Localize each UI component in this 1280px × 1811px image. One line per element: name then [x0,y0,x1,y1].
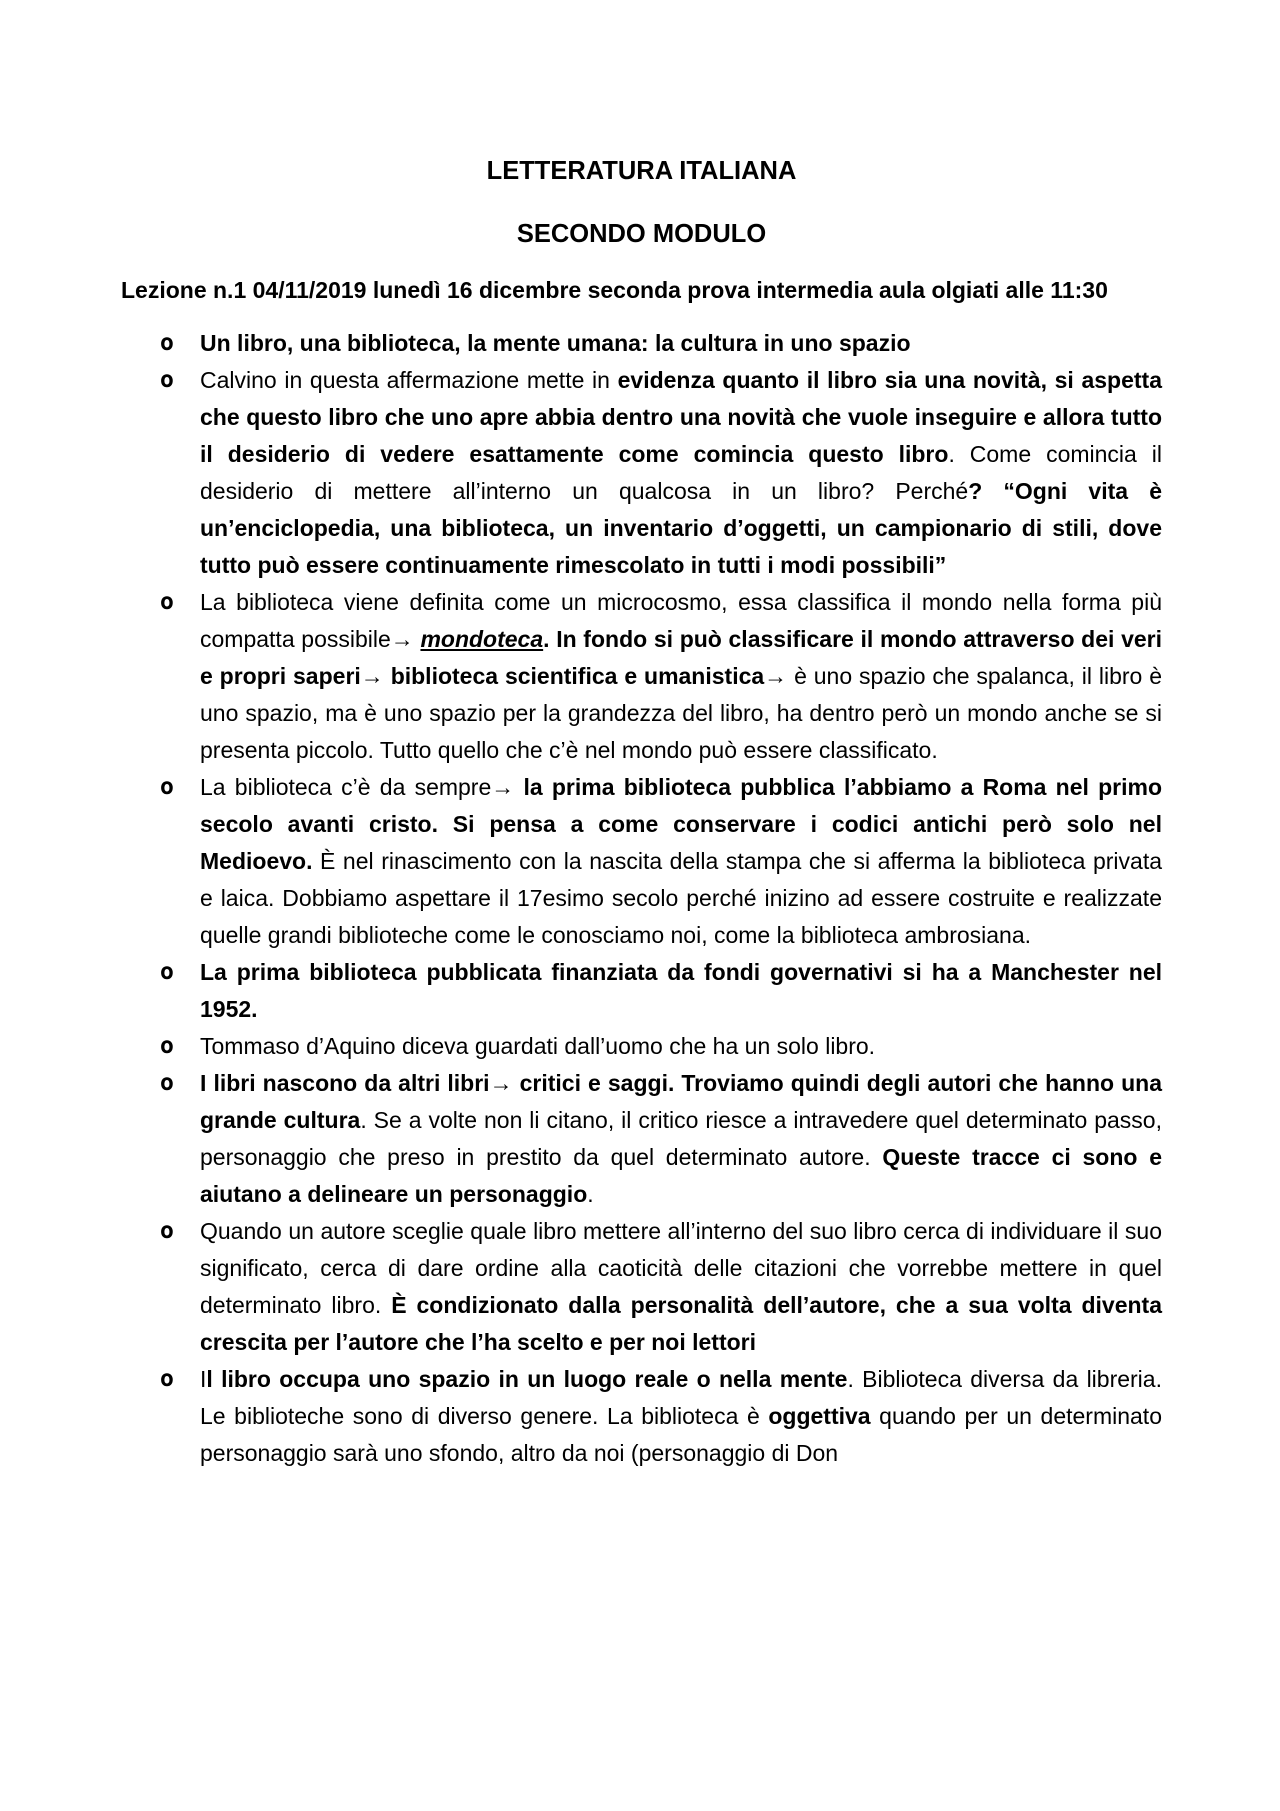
bullet-text-bold: La prima biblioteca pubblicata finanziata da fondi governativi si ha a Manchester nel 1952. [200,959,1162,1022]
bullet-icon: o [160,1033,174,1059]
list-item [121,1213,1162,1361]
bullet-text-bold: critici e saggi. Troviamo quindi degli autori che hanno una grande cultura [200,1070,1162,1133]
bullet-text: Calvino in questa affermazione mette in [200,367,618,393]
bullet-text: Quando un autore sceglie quale libro mettere all’interno del suo libro cerca di individuare il suo significato, cerca di dare ordine alla caoticità delle citazioni che vorrebbe mettere in quel determinato libro. [200,1218,1162,1318]
bullet-text-bold: È condizionato dalla personalità dell’autore, che a sua volta diventa crescita per l’autore che l’ha scelto e per noi lettori [200,1292,1162,1355]
document-subtitle: SECONDO MODULO [516,220,767,248]
bullet-text: La biblioteca c’è da sempre [200,774,492,800]
list-item [121,954,1162,1028]
arrow-icon: → [491,774,515,800]
arrow-icon: → [489,1070,513,1096]
bullet-text-bold: l libro occupa uno spazio in un luogo reale o nella mente [206,1366,848,1392]
bullet-icon: o [160,1366,174,1392]
list-item [121,1361,1162,1472]
bullet-icon: o [160,1070,174,1096]
bullet-text: È nel rinascimento con la nascita della stampa che si afferma la biblioteca privata e laica. Dobbiamo aspettare il 17esimo secolo perché inizino ad essere costruite e realizzate quelle grandi biblioteche come le conosciamo noi, come la biblioteca ambrosiana. [200,848,1162,948]
arrow-icon: → [360,663,384,689]
bullet-text: . Come comincia il desiderio di mettere all’interno un qualcosa in un libro? Perché [200,441,1162,504]
list-item [121,362,1162,584]
quote-text-bold: ? “Ogni vita è un’enciclopedia, una biblioteca, un inventario d’oggetti, un campionario di stili, dove tutto può essere continuamente rimescolato in tutti i modi possibili” [200,478,1162,578]
document-title: LETTERATURA ITALIANA [486,157,797,185]
bullet-icon: o [160,589,174,615]
bullet-text-bold: biblioteca scientifica e umanistica [383,663,765,689]
bullet-text-bold: Un libro, una biblioteca, la mente umana: la cultura in uno spazio [200,330,911,356]
list-item [121,325,1162,362]
bullet-text: quando per un determinato personaggio sarà uno sfondo, altro da noi (personaggio di Don [200,1403,1162,1466]
bullet-text: Tommaso d’Aquino diceva guardati dall’uomo che ha un solo libro. [200,1033,876,1059]
bullet-text-bold: I libri nascono da altri libri [200,1070,490,1096]
bullet-text-bold: evidenza quanto il libro sia una novità, si aspetta che questo libro che uno apre abbia dentro una novità che vuole inseguire e allora tutto il desiderio di vedere esattamente come comincia questo libro [200,367,1163,467]
bullet-icon: o [160,1218,174,1244]
bullet-list [121,325,1162,1472]
bullet-text: . Biblioteca diversa da libreria. Le biblioteche sono di diverso genere. La biblioteca è [200,1366,1162,1429]
bullet-text: I [200,1366,207,1392]
bullet-icon: o [160,330,174,356]
bullet-text-bold: oggettiva [768,1403,871,1429]
list-item [121,769,1162,954]
arrow-icon: → [764,663,788,689]
bullet-text-bold: Queste tracce ci sono e aiutano a delineare un personaggio [200,1144,1162,1207]
bullet-text: . [587,1181,594,1207]
list-item [121,584,1162,769]
list-item [121,1028,1162,1065]
arrow-icon: → [390,626,414,652]
bullet-icon: o [160,774,174,800]
list-item [121,1065,1162,1213]
mondoteca-term: mondoteca [420,626,544,652]
bullet-text: La biblioteca viene definita come un microcosmo, essa classifica il mondo nella forma più compatta possibile [200,589,1162,652]
bullet-icon: o [160,959,174,985]
bullet-text-bold: la prima biblioteca pubblica l’abbiamo a Roma nel primo secolo avanti cristo. Si pensa a come conservare i codici antichi però solo nel Medioevo. [200,774,1163,874]
bullet-text: . Se a volte non li citano, il critico riesce a intravedere quel determinato passo, personaggio che preso in prestito da quel determinato autore. [200,1107,1162,1170]
bullet-text: è uno spazio che spalanca, il libro è uno spazio, ma è uno spazio per la grandezza del libro, ha dentro però un mondo anche se si presenta piccolo. Tutto quello che c’è nel mondo può essere classificato. [200,663,1162,763]
bullet-text-bold: . In fondo si può classificare il mondo attraverso dei veri e propri saperi [200,626,1162,689]
lesson-header: Lezione n.1 04/11/2019 lunedì 16 dicembre seconda prova intermedia aula olgiati alle 11:30 [121,277,1108,303]
bullet-icon: o [160,367,174,393]
